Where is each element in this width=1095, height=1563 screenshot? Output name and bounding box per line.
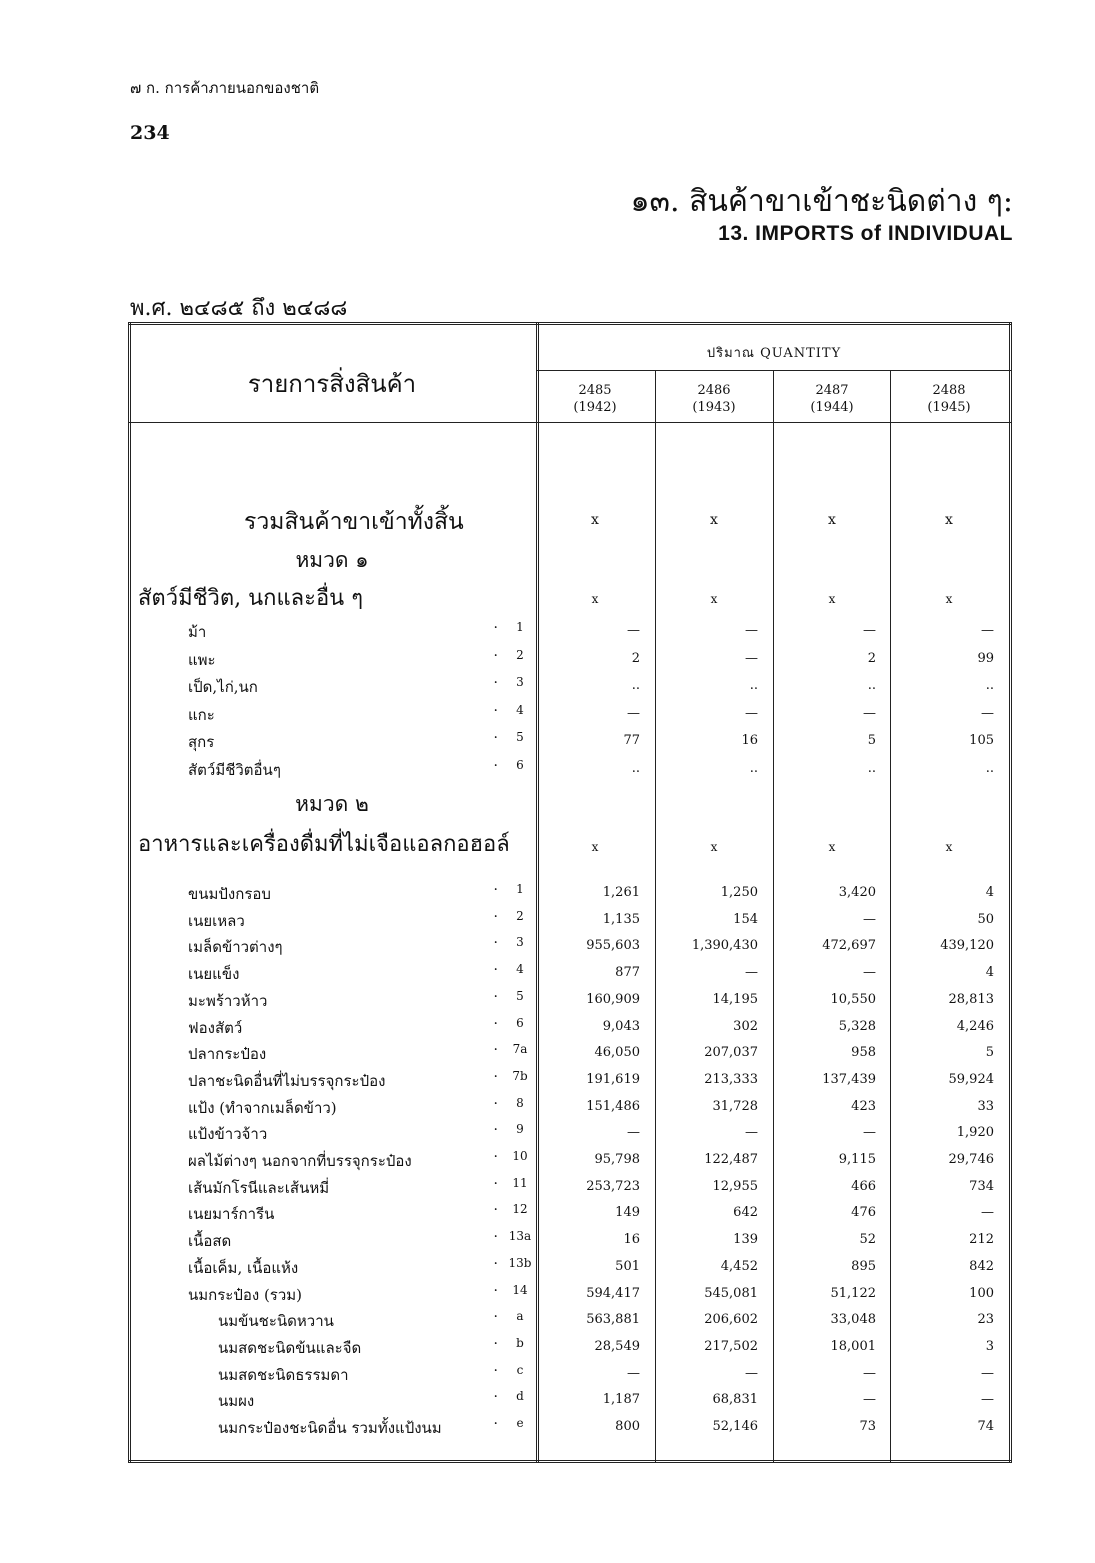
- leader-dots: ·: [493, 1362, 498, 1379]
- value-cell: 5,328: [838, 1018, 876, 1034]
- value-cell: 59,924: [948, 1071, 994, 1087]
- item-code: e: [516, 1416, 524, 1430]
- value-cell: ..: [867, 761, 876, 776]
- item-name: เมล็ดข้าวต่างๆ: [188, 938, 283, 957]
- value-cell: 28,813: [948, 991, 994, 1007]
- running-head: ๗ ก. การค้าภายนอกของชาติ: [130, 79, 320, 97]
- item-name: ม้า: [188, 623, 207, 641]
- value-cell: 2: [867, 650, 876, 666]
- value-cell: 191,619: [586, 1071, 640, 1087]
- leader-dots: ·: [493, 1149, 498, 1165]
- value-cell: 1,261: [602, 885, 640, 900]
- value-cell: —: [981, 623, 994, 638]
- value-cell: 302: [733, 1018, 758, 1034]
- period-label: พ.ศ. ๒๔๘๕ ถึง ๒๔๘๘: [130, 296, 348, 321]
- year-header-1943: 2486 (1943): [692, 383, 736, 415]
- value-cell: x: [710, 840, 718, 854]
- value-cell: 77: [623, 733, 640, 749]
- value-cell: 476: [851, 1205, 876, 1221]
- quantity-header-rule: [536, 370, 1012, 371]
- value-cell: 52,146: [712, 1419, 758, 1434]
- item-name: นมสดชะนิดธรรมดา: [218, 1365, 349, 1384]
- value-cell: x: [591, 592, 599, 606]
- value-cell: x: [828, 512, 836, 528]
- leader-dots: ·: [493, 1068, 498, 1085]
- leader-dots: ·: [493, 1042, 498, 1059]
- value-cell: 105: [969, 733, 994, 749]
- item-name: เนยแข็ง: [188, 965, 240, 984]
- item-code: 3: [516, 935, 524, 950]
- item-code: 1: [516, 882, 524, 896]
- leader-dots: ·: [493, 758, 498, 774]
- header-bottom-rule: [128, 422, 1012, 423]
- value-cell: 1,920: [956, 1125, 994, 1141]
- value-cell: 4,452: [720, 1258, 758, 1274]
- value-cell: —: [627, 623, 640, 638]
- item-name: ปลาชะนิดอื่นที่ไม่บรรจุกระป๋อง: [188, 1071, 386, 1090]
- leader-dots: ·: [493, 1282, 498, 1299]
- item-code: 11: [512, 1175, 528, 1190]
- table-right-rule: [1009, 322, 1012, 1463]
- value-cell: —: [863, 1392, 876, 1408]
- item-name: นมผง: [218, 1392, 255, 1411]
- item-code: a: [516, 1309, 524, 1324]
- item-name: นมกระป๋อง (รวม): [188, 1285, 303, 1304]
- value-cell: 31,728: [712, 1098, 758, 1114]
- value-cell: ..: [985, 678, 994, 694]
- value-cell: 207,037: [704, 1045, 758, 1061]
- value-cell: —: [981, 1392, 994, 1408]
- value-cell: 73: [859, 1419, 876, 1434]
- value-cell: 33: [977, 1098, 994, 1114]
- year-header-1942: 2485 (1942): [573, 383, 617, 415]
- leader-dots: ·: [493, 1389, 498, 1406]
- value-cell: —: [863, 1365, 876, 1381]
- leader-dots: ·: [493, 1175, 498, 1192]
- leader-dots: ·: [493, 908, 498, 925]
- item-code: 2: [516, 908, 524, 923]
- item-code: 14: [512, 1282, 528, 1297]
- leader-dots: ·: [493, 1309, 498, 1326]
- item-code: 4: [516, 702, 524, 717]
- value-cell: —: [863, 911, 876, 927]
- value-cell: 14,195: [712, 991, 758, 1007]
- value-cell: 16: [623, 1232, 640, 1248]
- value-cell: —: [745, 623, 758, 638]
- leader-dots: ·: [493, 675, 498, 692]
- value-cell: 122,487: [704, 1152, 758, 1167]
- value-cell: 642: [733, 1205, 758, 1221]
- value-cell: 895: [851, 1258, 876, 1274]
- value-cell: 213,333: [704, 1071, 758, 1087]
- value-cell: 423: [851, 1098, 876, 1114]
- item-code: 10: [512, 1149, 528, 1163]
- value-cell: 95,798: [594, 1152, 640, 1167]
- leader-dots: ·: [493, 1255, 498, 1272]
- item-code: 4: [516, 962, 524, 977]
- value-cell: 842: [969, 1258, 994, 1274]
- value-cell: 51,122: [830, 1285, 876, 1301]
- value-cell: 1,250: [720, 885, 758, 900]
- leader-dots: ·: [493, 1202, 498, 1219]
- value-cell: 12,955: [712, 1178, 758, 1194]
- item-code: 5: [516, 730, 524, 745]
- value-cell: 99: [977, 650, 994, 666]
- item-name: สุกร: [188, 733, 215, 752]
- item-code: c: [516, 1362, 524, 1377]
- value-cell: ..: [749, 678, 758, 694]
- item-name: มะพร้าวห้าว: [188, 991, 268, 1010]
- value-cell: ..: [985, 761, 994, 776]
- leader-dots: ·: [493, 1416, 498, 1432]
- table-top-rule: [128, 322, 1012, 325]
- value-cell: ..: [867, 678, 876, 694]
- table-title-english: 13. IMPORTS of INDIVIDUAL: [718, 222, 1013, 245]
- value-cell: 52: [859, 1232, 876, 1248]
- value-cell: 50: [977, 911, 994, 927]
- item-column-header: รายการสิ่งสินค้า: [247, 370, 417, 398]
- value-cell: 29,746: [948, 1152, 994, 1167]
- value-cell: 149: [615, 1205, 640, 1221]
- value-cell: 217,502: [704, 1338, 758, 1354]
- leader-dots: ·: [493, 935, 498, 952]
- value-cell: 137,439: [822, 1071, 876, 1087]
- item-name: เนื้อเค็ม, เนื้อแห้ง: [188, 1258, 299, 1277]
- value-cell: —: [627, 1365, 640, 1381]
- value-cell: x: [945, 592, 953, 606]
- item-name: นมกระป๋องชะนิดอื่น รวมทั้งแป้งนม: [218, 1419, 442, 1437]
- year-column-rule: [890, 370, 891, 1463]
- value-cell: —: [981, 705, 994, 721]
- value-cell: 16: [741, 733, 758, 749]
- value-cell: —: [627, 1125, 640, 1141]
- value-cell: —: [981, 1205, 994, 1221]
- year-header-1945: 2488 (1945): [927, 383, 971, 415]
- value-cell: ..: [631, 761, 640, 776]
- value-cell: 5: [867, 733, 876, 749]
- item-name: เนยเหลว: [188, 911, 245, 930]
- value-cell: —: [863, 1125, 876, 1141]
- item-code: 8: [516, 1095, 524, 1110]
- item-code: 3: [516, 675, 524, 690]
- item-code: 9: [516, 1122, 524, 1137]
- value-cell: 734: [969, 1178, 994, 1194]
- value-cell: 253,723: [586, 1178, 640, 1194]
- item-code: 5: [516, 988, 524, 1003]
- item-code: 13b: [508, 1255, 532, 1270]
- item-name: ปลากระป๋อง: [188, 1045, 267, 1064]
- value-cell: 1,390,430: [691, 938, 758, 954]
- value-cell: 151,486: [586, 1098, 640, 1114]
- value-cell: 4: [985, 965, 994, 981]
- value-cell: 33,048: [830, 1312, 876, 1328]
- leader-dots: ·: [493, 620, 498, 636]
- value-cell: 9,043: [602, 1018, 640, 1034]
- item-name: เป็ด,ไก่,นก: [188, 678, 258, 697]
- value-cell: 958: [851, 1045, 876, 1061]
- value-cell: 160,909: [586, 991, 640, 1007]
- table-title-thai: ๑๓. สินค้าขาเข้าชะนิดต่าง ๆ:: [630, 184, 1013, 219]
- value-cell: 28,549: [594, 1338, 640, 1354]
- item-code: 2: [516, 647, 524, 662]
- value-cell: 154: [733, 911, 758, 927]
- value-cell: ..: [631, 678, 640, 694]
- leader-dots: ·: [493, 962, 498, 979]
- value-cell: 74: [977, 1419, 994, 1434]
- value-cell: x: [945, 512, 953, 528]
- group-2-heading: หมวด ๒: [295, 792, 369, 816]
- value-cell: 3: [985, 1338, 994, 1354]
- value-cell: 139: [733, 1232, 758, 1248]
- value-cell: 501: [615, 1258, 640, 1274]
- value-cell: x: [591, 512, 599, 528]
- leader-dots: ·: [493, 1229, 498, 1246]
- value-cell: 877: [615, 965, 640, 981]
- value-cell: —: [745, 1125, 758, 1141]
- item-name: ผลไม้ต่างๆ นอกจากที่บรรจุกระป๋อง: [188, 1152, 412, 1170]
- value-cell: 4: [985, 885, 994, 900]
- item-code: 12: [512, 1202, 528, 1217]
- value-cell: —: [745, 650, 758, 666]
- value-cell: 10,550: [830, 991, 876, 1007]
- value-cell: 18,001: [830, 1338, 876, 1354]
- leader-dots: ·: [493, 730, 498, 747]
- value-cell: 212: [969, 1232, 994, 1248]
- group-2-title: อาหารและเครื่องดื่มที่ไม่เจือแอลกอฮอล์: [138, 832, 510, 857]
- total-label: รวมสินค้าขาเข้าทั้งสิ้น: [244, 509, 464, 535]
- item-name: แพะ: [188, 650, 216, 669]
- value-cell: 100: [969, 1285, 994, 1301]
- value-cell: 3,420: [838, 885, 876, 900]
- value-cell: —: [745, 705, 758, 721]
- item-name: แป้งข้าวจ้าว: [188, 1125, 268, 1144]
- year-header-1944: 2487 (1944): [810, 383, 854, 415]
- item-name: แป้ง (ทำจากเมล็ดข้าว): [188, 1098, 337, 1117]
- item-name: แกะ: [188, 705, 215, 724]
- item-name: เนื้อสด: [188, 1232, 232, 1251]
- value-cell: —: [745, 965, 758, 981]
- item-code: 6: [516, 758, 524, 772]
- item-name: สัตว์มีชีวิตอื่นๆ: [188, 761, 281, 779]
- leader-dots: ·: [493, 1335, 498, 1352]
- year-column-rule: [773, 370, 774, 1463]
- value-cell: 1,135: [602, 911, 640, 927]
- item-name: เนยมาร์การีน: [188, 1205, 275, 1224]
- group-1-heading: หมวด ๑: [295, 548, 369, 572]
- value-cell: 68,831: [712, 1392, 758, 1408]
- table-bottom-rule: [128, 1460, 1012, 1463]
- value-cell: 472,697: [822, 938, 876, 954]
- leader-dots: ·: [493, 1015, 498, 1032]
- leader-dots: ·: [493, 1122, 498, 1139]
- item-code: d: [516, 1389, 524, 1404]
- item-name: ฟองสัตว์: [188, 1018, 243, 1037]
- item-column-rule: [536, 322, 539, 1463]
- item-code: 6: [516, 1015, 524, 1030]
- table-left-rule: [128, 322, 131, 1463]
- year-column-rule: [655, 370, 656, 1463]
- value-cell: 4,246: [956, 1018, 994, 1034]
- value-cell: —: [627, 705, 640, 721]
- item-name: เส้นมักโรนีและเส้นหมี่: [188, 1178, 330, 1197]
- leader-dots: ·: [493, 882, 498, 898]
- value-cell: 563,881: [586, 1312, 640, 1328]
- value-cell: ..: [749, 761, 758, 776]
- value-cell: x: [828, 840, 836, 854]
- value-cell: 594,417: [586, 1285, 640, 1301]
- value-cell: 800: [615, 1419, 640, 1434]
- leader-dots: ·: [493, 702, 498, 719]
- item-code: 7a: [512, 1042, 528, 1057]
- value-cell: 9,115: [838, 1152, 876, 1167]
- value-cell: 545,081: [704, 1285, 758, 1301]
- value-cell: —: [863, 705, 876, 721]
- value-cell: 23: [977, 1312, 994, 1328]
- value-cell: —: [981, 1365, 994, 1381]
- value-cell: 2: [631, 650, 640, 666]
- value-cell: —: [863, 965, 876, 981]
- value-cell: 1,187: [602, 1392, 640, 1408]
- leader-dots: ·: [493, 1095, 498, 1112]
- item-code: 13a: [508, 1229, 532, 1244]
- item-code: 1: [516, 620, 524, 634]
- imports-table: [128, 322, 1012, 1464]
- value-cell: 46,050: [594, 1045, 640, 1061]
- leader-dots: ·: [493, 647, 498, 664]
- value-cell: —: [745, 1365, 758, 1381]
- value-cell: x: [945, 840, 953, 854]
- item-code: b: [516, 1335, 524, 1350]
- page-number: 234: [130, 122, 170, 144]
- leader-dots: ·: [493, 988, 498, 1005]
- value-cell: —: [863, 623, 876, 638]
- value-cell: 955,603: [586, 938, 640, 954]
- value-cell: 206,602: [704, 1312, 758, 1328]
- item-name: นมข้นชะนิดหวาน: [218, 1312, 334, 1331]
- value-cell: x: [591, 840, 599, 854]
- value-cell: 5: [985, 1045, 994, 1061]
- item-code: 7b: [512, 1068, 528, 1083]
- value-cell: 439,120: [940, 938, 994, 954]
- value-cell: x: [710, 592, 718, 606]
- value-cell: x: [710, 512, 718, 528]
- value-cell: 466: [851, 1178, 876, 1194]
- quantity-column-header: ปริมาณ QUANTITY: [706, 346, 842, 361]
- item-name: นมสดชะนิดข้นและจืด: [218, 1338, 362, 1357]
- value-cell: x: [828, 592, 836, 606]
- item-name: ขนมปังกรอบ: [188, 885, 271, 903]
- group-1-title: สัตว์มีชีวิต, นกและอื่น ๆ: [138, 586, 364, 611]
